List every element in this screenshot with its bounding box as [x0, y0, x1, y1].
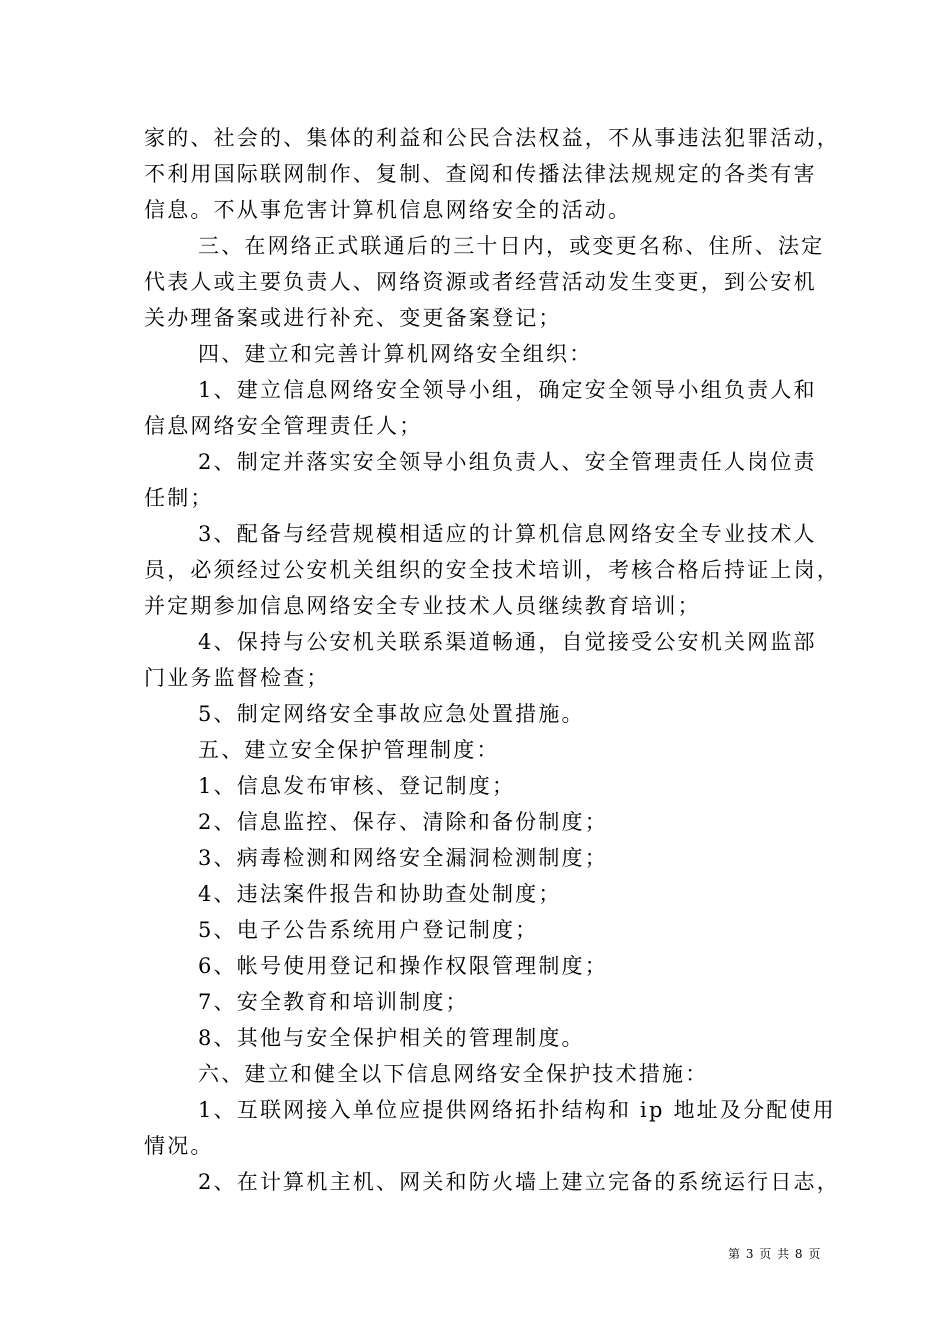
text-line: 并定期参加信息网络安全专业技术人员继续教育培训； — [144, 594, 701, 618]
text-line: 3、病毒检测和网络安全漏洞检测制度； — [198, 846, 608, 870]
text-line: 关办理备案或进行补充、变更备案登记； — [144, 306, 562, 330]
page-number: 第 3 页 共 8 页 — [728, 1247, 822, 1261]
text-line: 3、配备与经营规模相适应的计算机信息网络安全专业技术人 — [198, 522, 817, 546]
text-line: 五、建立安全保护管理制度： — [198, 738, 500, 762]
text-line: 六、建立和健全以下信息网络安全保护技术措施： — [198, 1062, 709, 1086]
text-line: 6、帐号使用登记和操作权限管理制度； — [198, 954, 608, 978]
text-line: 8、其他与安全保护相关的管理制度。 — [198, 1026, 585, 1050]
text-line: 2、制定并落实安全领导小组负责人、安全管理责任人岗位责 — [198, 450, 817, 474]
text-line: 门业务监督检查； — [144, 666, 330, 690]
text-line: 员，必须经过公安机关组织的安全技术培训，考核合格后持证上岗， — [144, 558, 840, 582]
text-line: 情况。 — [144, 1134, 214, 1158]
text-line: 代表人或主要负责人、网络资源或者经营活动发生变更，到公安机 — [144, 270, 817, 294]
text-line: 信息网络安全管理责任人； — [144, 414, 423, 438]
text-line: 三、在网络正式联通后的三十日内，或变更名称、住所、法定 — [198, 234, 825, 258]
text-line: 信息。不从事危害计算机信息网络安全的活动。 — [144, 198, 632, 222]
text-line: 1、信息发布审核、登记制度； — [198, 774, 516, 798]
text-line: 家的、社会的、集体的利益和公民合法权益，不从事违法犯罪活动， — [144, 126, 840, 150]
text-line: 2、信息监控、保存、清除和备份制度； — [198, 810, 608, 834]
text-line: 5、电子公告系统用户登记制度； — [198, 918, 539, 942]
text-line: 4、违法案件报告和协助查处制度； — [198, 882, 562, 906]
text-line: 四、建立和完善计算机网络安全组织： — [198, 342, 593, 366]
text-line: 1、互联网接入单位应提供网络拓扑结构和 ip 地址及分配使用 — [198, 1098, 836, 1122]
text-line: 5、制定网络安全事故应急处置措施。 — [198, 702, 585, 726]
text-line: 任制； — [144, 486, 214, 510]
text-line: 2、在计算机主机、网关和防火墙上建立完备的系统运行日志， — [198, 1170, 840, 1194]
text-line: 4、保持与公安机关联系渠道畅通，自觉接受公安机关网监部 — [198, 630, 817, 654]
text-line: 1、建立信息网络安全领导小组，确定安全领导小组负责人和 — [198, 378, 817, 402]
text-line: 不利用国际联网制作、复制、查阅和传播法律法规规定的各类有害 — [144, 162, 817, 186]
text-line: 7、安全教育和培训制度； — [198, 990, 469, 1014]
